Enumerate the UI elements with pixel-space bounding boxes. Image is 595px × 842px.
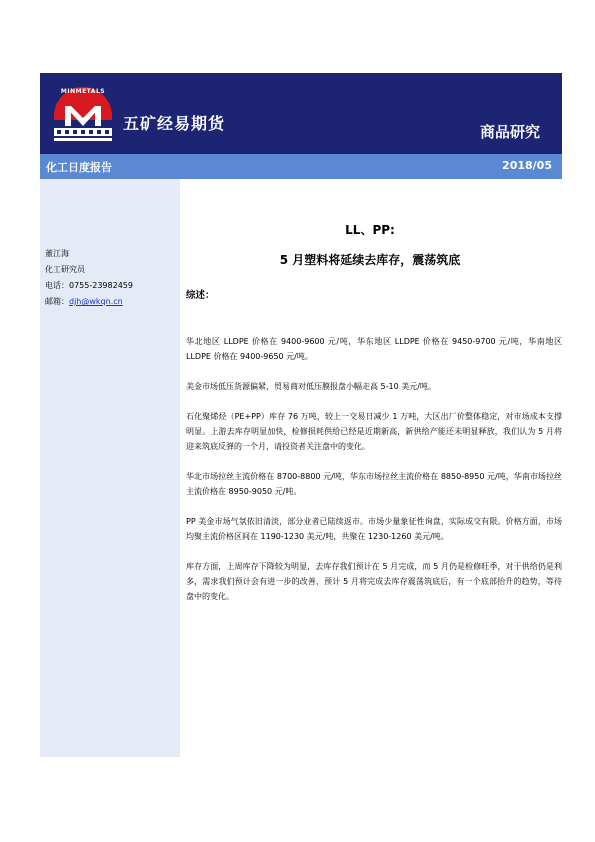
svg-text:MINMETALS: MINMETALS (60, 88, 106, 95)
report-type-bar (40, 154, 562, 179)
paragraph-outlook: 库存方面，上周库存下降较为明显，去库存我们预计在 5 月完成，而 5 月仍是检修旺季，对于供给仍是利多，需求我们预计会有进一步的改善，预计 5 月将完成去库存震荡筑底后，有一个底部抬升的趋势，等待盘中的变化。 (186, 562, 562, 601)
author-name: 董江海 (45, 249, 69, 258)
summary-label: 综述： (186, 290, 215, 301)
report-date: 2018/05 (502, 159, 552, 172)
author-role: 化工研究员 (45, 265, 85, 274)
paragraph-inventory: 石化聚烯烃（PE+PP）库存 76 万吨，较上一交易日减少 1 万吨，大区出厂价整体稳定，对市场成本支撑明显。上游去库存明显加快，检修损耗供给已经是近期新高，新供给产能还未明显释放，我们认为 5 月将迎来筑底反弹的一个月，请投资者关注盘中的变化。 (186, 412, 562, 451)
company-name: 五矿经易期货 (123, 114, 226, 133)
report-title-line2: 5 月塑料将延续去库存，震荡筑底 (279, 253, 461, 267)
paragraph-pp-prices: 华北市场拉丝主流价格在 8700-8800 元/吨，华东市场拉丝主流价格在 8850-8950 元/吨，华南市场拉丝主流价格在 8950-9050 元/吨。 (186, 472, 562, 496)
author-sidebar (40, 179, 180, 757)
section-title: 商品研究 (479, 123, 540, 141)
paragraph-lldpe-prices: 华北地区 LLDPE 价格在 9400-9600 元/吨，华东地区 LLDPE 价格在 9450-9700 元/吨，华南地区 LLDPE 价格在 9400-9650 元/吨。 (186, 337, 562, 361)
paragraph-pp-usd-market: PP 美金市场气氛依旧清淡，部分业者已陆续返市。市场少量象征性询盘，实际成交有限。价格方面，市场均聚主流价格区间在 1190-1230 美元/吨，共聚在 1230-1260 美元/吨。 (186, 517, 562, 541)
author-phone: 电话：0755-23982459 (45, 281, 133, 290)
paragraph-usd-market: 美金市场低压货源偏紧，贸易商对低压膜报盘小幅走高 5-10 美元/吨。 (186, 382, 436, 391)
report-type: 化工日度报告 (46, 161, 112, 174)
author-email-label: 邮箱： (45, 297, 69, 306)
author-email-row (45, 294, 133, 310)
author-info (45, 246, 133, 310)
report-body (186, 334, 562, 619)
author-email-link[interactable]: djh@wkqn.cn (69, 297, 123, 306)
report-title-line1: LL、PP: (345, 223, 395, 237)
report-header (40, 73, 562, 154)
minmetals-logo (52, 76, 114, 144)
